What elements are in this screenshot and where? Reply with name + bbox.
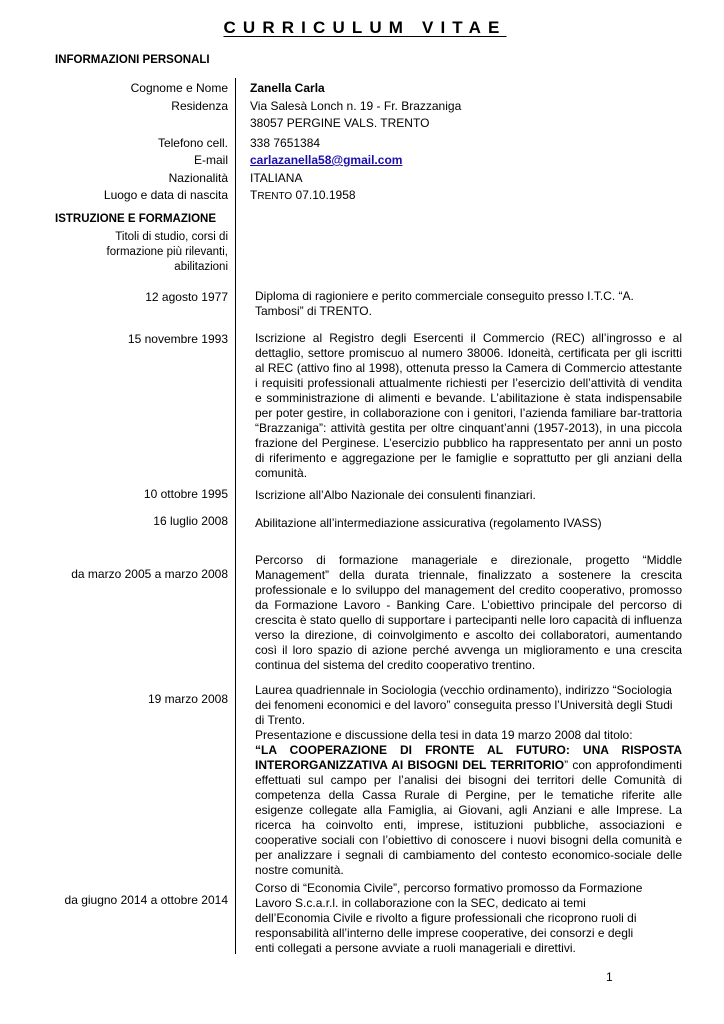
residence-line1: Via Salesà Lonch n. 19 - Fr. Brazzaniga [250, 99, 462, 113]
entry-text: Percorso di formazione manageriale e direzionale, progetto “Middle Management” della durata triennale, finalizzato a sostenere la crescita professionale e lo sviluppo del management del credito cooperativo, promosso da Formazione Lavoro - Banking Care. L’obiettivo principale del percorso di crescita è stato quello di supportare i partecipanti nelle loro capacità di influenza verso la direzione, di coinvolgimento e ascolto dei collaboratori, aumentando così il loro spazio di azione perché avvenga un miglioramento e una crescita continua del sistema del credito cooperativo trentino. [255, 553, 682, 672]
phone-label: Telefono cell. [157, 136, 228, 150]
thesis-title: “LA COOPERAZIONE DI FRONTE AL FUTURO: UNA RISPOSTA INTERORGANIZZATIVA AI BISOGNI DEL TERRITORIO [255, 743, 682, 772]
thesis-description: ” con approfondimenti effettuati sul campo per l’analisi dei bisogni dei territori delle Comunità di competenza della Cassa Rurale di Pergine, per le tematiche riferite alle esigenze collegate alla Famiglia, ai Giovani, agli Anziani e alle Imprese. La ricerca ha coinvolto enti, imprese, istituzioni pubbliche, associazioni e cooperative sociali con l’obiettivo di conoscere i nuovi bisogni della comunità e per analizzare i segnali di cambiamento del contesto economico-sociale delle nostre comunità. [255, 758, 682, 877]
entry-text: Iscrizione all’Albo Nazionale dei consulenti finanziari. [255, 488, 536, 502]
entry-text: Iscrizione al Registro degli Esercenti il Commercio (REC) all’ingrosso e al dettaglio, settore promiscuo al numero 38006. Idoneità, certificata per gli iscritti al REC (attivo fino al 1998), ottenuta presso la Camera di Commercio attestante i requisiti professionali attualmente richiesti per l’esercizio dell’attività di vendita e somministrazione di alimenti e bevande. L’abilitazione è stata indispensabile per poter gestire, in collaborazione con i genitori, l’azienda familiare bar-trattoria “Brazzaniga”: attività gestita per oltre cinquant’anni (1957-2013), in una piccola frazione del Perginese. L’esercizio pubblico ha rappresentato per anni un posto di riferimento e aggregazione per le famiglie e soprattutto per gli anziani della comunità. [255, 331, 682, 480]
birth-value [250, 188, 682, 204]
birth-city-rest: RENTO [257, 191, 293, 202]
phone-value: 338 7651384 [250, 136, 321, 150]
entry-date: da marzo 2005 a marzo 2008 [71, 567, 228, 581]
residence-line2: 38057 PERGINE VALS. TRENTO [250, 116, 430, 130]
entry-date: 19 marzo 2008 [147, 692, 228, 706]
name-label: Cognome e Nome [130, 81, 228, 95]
entry-date: 10 ottobre 1995 [143, 487, 228, 501]
column-divider [235, 78, 236, 954]
nationality-value: ITALIANA [250, 171, 303, 185]
entry-date: 15 novembre 1993 [127, 332, 228, 346]
birth-date: 07.10.1958 [295, 188, 356, 202]
entry-text: Diploma di ragioniere e perito commerciale conseguito presso I.T.C. “A. Tambosi” di TRENTO. [255, 289, 634, 318]
entry-text-block [255, 683, 682, 878]
section-heading-education: ISTRUZIONE E FORMAZIONE [55, 213, 216, 225]
page-number: 1 [606, 970, 613, 984]
email-link[interactable]: carlazanella58@gmail.com [250, 153, 403, 167]
document-title: CURRICULUM VITAE [223, 18, 507, 37]
thesis-paragraph [255, 743, 682, 878]
entry-date: da giugno 2014 a ottobre 2014 [64, 893, 228, 907]
birth-label: Luogo e data di nascita [103, 188, 228, 202]
name-value: Zanella Carla [250, 81, 325, 95]
entry-text: Corso di “Economia Civile”, percorso formativo promosso da Formazione Lavoro S.c.a.r.l. in collaborazione con la SEC, dedicato ai temi dell’Economia Civile e rivolto a figure professionali che ricoprono ruoli di responsabilità all’interno delle imprese cooperative, dei consorzi e degli enti collegati a persone avviate a ruoli manageriali e direttivi. [255, 881, 643, 955]
thesis-intro: Presentazione e discussione della tesi in data 19 marzo 2008 dal titolo: [255, 728, 633, 742]
section-heading-personal: INFORMAZIONI PERSONALI [55, 54, 210, 66]
birth-city-initial: T [250, 188, 258, 202]
entry-date: 12 agosto 1977 [145, 290, 228, 304]
email-label: E-mail [193, 153, 228, 167]
residence-label: Residenza [171, 99, 228, 113]
degree-text: Laurea quadriennale in Sociologia (vecchio ordinamento), indirizzo “Sociologia dei fenomeni economici e del lavoro” conseguita presso l’Università degli Studi di Trento. [255, 683, 673, 727]
education-subheading: Titoli di studio, corsi di formazione più rilevanti, abilitazioni [106, 231, 228, 273]
entry-text: Abilitazione all’intermediazione assicurativa (regolamento IVASS) [255, 516, 602, 530]
entry-date: 16 luglio 2008 [153, 514, 228, 528]
nationality-label: Nazionalità [168, 171, 228, 185]
